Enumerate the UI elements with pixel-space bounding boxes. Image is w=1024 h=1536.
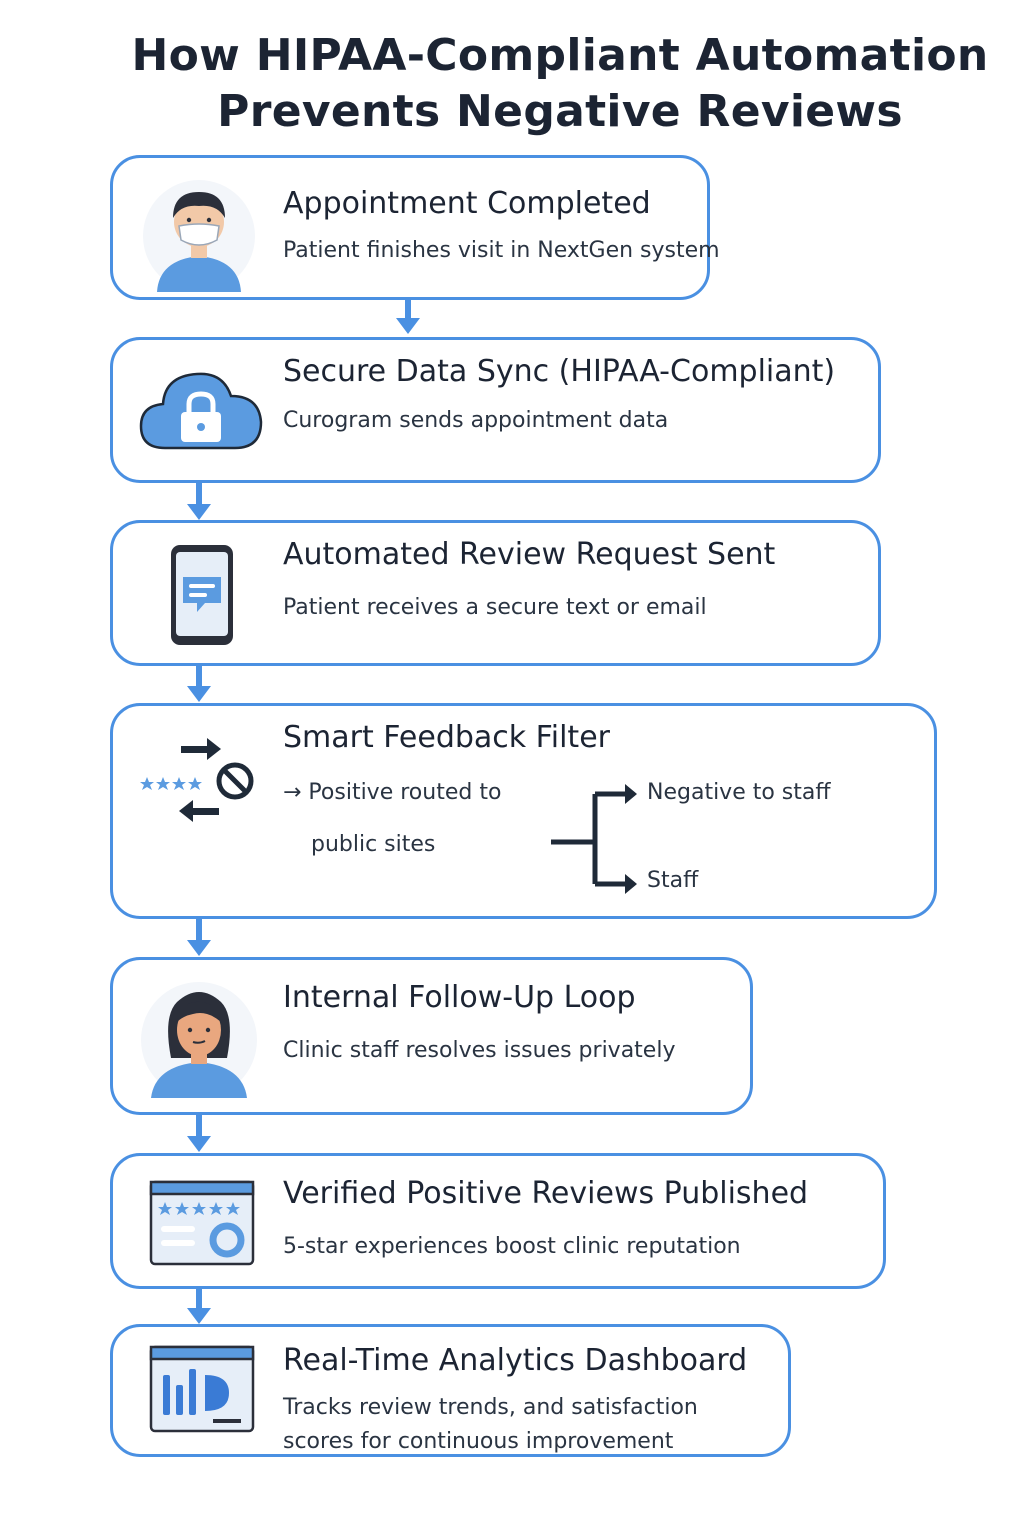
step-box-smart-feedback-filter xyxy=(110,703,937,919)
step-heading: Internal Follow-Up Loop xyxy=(283,980,636,1015)
down-arrow-icon xyxy=(186,482,212,522)
step-heading: Secure Data Sync (HIPAA-Compliant) xyxy=(283,354,836,389)
step-heading: Smart Feedback Filter xyxy=(283,720,610,755)
staff-icon xyxy=(137,976,261,1100)
step-description-continued: scores for continuous improvement xyxy=(283,1429,674,1454)
step-description: Tracks review trends, and satisfaction xyxy=(283,1395,698,1420)
step-heading: Real-Time Analytics Dashboard xyxy=(283,1343,748,1378)
title-line-1: How HIPAA-Compliant Automation xyxy=(131,30,989,81)
step-box-analytics-dashboard xyxy=(110,1324,791,1457)
down-arrow-icon xyxy=(186,1288,212,1328)
down-arrow-icon xyxy=(186,1114,212,1156)
down-arrow-icon xyxy=(395,298,421,336)
step-box-secure-data-sync xyxy=(110,337,881,483)
title-line-2: Prevents Negative Reviews xyxy=(217,86,903,137)
step-description: Curogram sends appointment data xyxy=(283,408,669,433)
step-description: Patient finishes visit in NextGen system xyxy=(283,238,720,263)
step-heading: Verified Positive Reviews Published xyxy=(283,1176,809,1211)
page-title xyxy=(110,28,1010,140)
step-description: 5-star experiences boost clinic reputation xyxy=(283,1234,741,1259)
step-box-appointment-completed xyxy=(110,155,720,300)
phone-message-icon xyxy=(169,543,235,647)
positive-route-text: → Positive routed to xyxy=(283,780,502,805)
step-heading: Automated Review Request Sent xyxy=(283,537,776,572)
branch-connector-icon xyxy=(549,776,639,902)
cloud-lock-icon xyxy=(137,362,265,458)
down-arrow-icon xyxy=(186,918,212,960)
branch-negative-label: Negative to staff xyxy=(647,780,831,805)
analytics-icon xyxy=(149,1345,255,1433)
step-box-internal-follow-up xyxy=(110,957,753,1115)
filter-arrows-icon xyxy=(137,734,261,826)
reviews-window-icon xyxy=(149,1180,255,1266)
branch-staff-label: Staff xyxy=(647,868,699,893)
patient-icon xyxy=(139,174,259,294)
step-box-review-request xyxy=(110,520,881,666)
positive-route-text-continued: public sites xyxy=(311,832,436,857)
step-heading: Appointment Completed xyxy=(283,186,651,221)
step-description: Patient receives a secure text or email xyxy=(283,595,707,620)
step-description: Clinic staff resolves issues privately xyxy=(283,1038,676,1063)
step-box-verified-reviews xyxy=(110,1153,886,1289)
down-arrow-icon xyxy=(186,666,212,706)
